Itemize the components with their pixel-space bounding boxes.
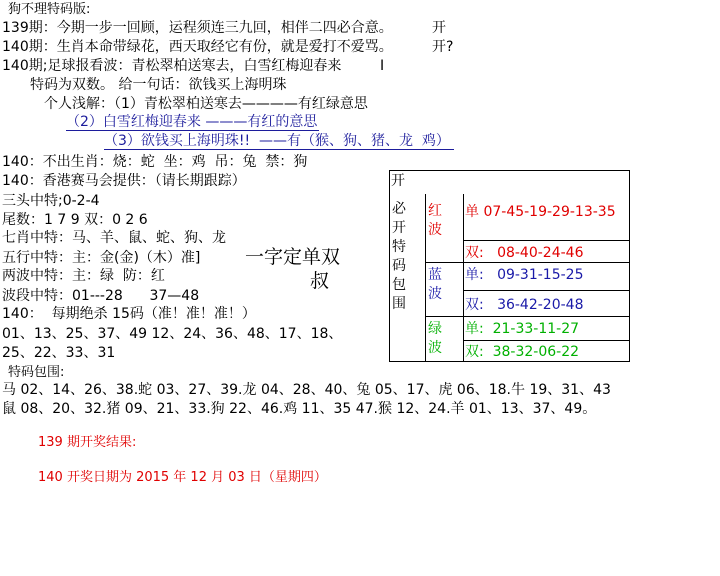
line-zodiac-1: 马 02、14、26、38.蛇 03、27、39.龙 04、28、40、兔 05、17、虎 06、18.牛 19、31、43	[2, 382, 611, 398]
line-weishu: 尾数：1 7 9 双：0 2 6	[2, 212, 148, 228]
line-tema-baowei: 特码包围:	[8, 365, 65, 380]
stamp-line-1: 一字定单双	[245, 246, 341, 268]
green-shuang-numbers: 双: 38-32-06-22	[465, 344, 580, 360]
line-140-football: 140期;足球报看波：青松翠柏送寒去，白雪红梅迎春来	[2, 58, 342, 74]
line-140-shengxiao: 140期：生肖本命带绿花，西天取经它有份，就是爱打不爱骂。	[2, 39, 393, 55]
grid-left-border	[389, 170, 390, 362]
label-char: 绿	[428, 321, 442, 337]
line-juesha: 140： 每期绝杀 15码（准！准！准！）	[2, 306, 256, 322]
blue-shuang-numbers: 双: 36-42-20-48	[465, 297, 584, 313]
line-personal-1: 个人浅解：（1）青松翠柏送寒去————有红绿意思	[44, 96, 368, 112]
label-char: 波	[428, 340, 442, 356]
green-dan-numbers: 单: 21-33-11-27	[465, 321, 580, 337]
red-wave-label	[427, 202, 443, 240]
label-char: 波	[428, 286, 442, 302]
stamp-line-2: 叔	[310, 270, 330, 292]
line-wuxing: 五行中特：主：金(金)（木）准]	[2, 250, 201, 266]
tema-grid	[389, 170, 630, 362]
red-shuang-numbers: 双: 08-40-24-46	[465, 245, 584, 261]
grid-blue-mid	[463, 290, 630, 291]
line-buchu-shengxiao: 140：不出生肖：烧：蛇 坐：鸡 吊：兔 禁：狗	[2, 154, 308, 170]
line-personal-2: （2）白雪红梅迎春来 ———有红的意思	[66, 114, 318, 130]
grid-red-mid	[463, 240, 630, 241]
line-personal-3: （3）欲钱买上海明珠!! ——有（猴、狗、猪、龙 鸡）	[104, 133, 454, 150]
line-139-open: 开	[432, 20, 446, 36]
date-140: 140 开奖日期为 2015 年 12 月 03 日（星期四）	[38, 470, 327, 485]
side-char: 开	[392, 220, 406, 236]
blue-wave-label	[427, 266, 443, 304]
grid-green-mid	[463, 340, 630, 341]
green-wave-label	[427, 320, 443, 358]
grid-red-bottom	[425, 262, 630, 263]
label-char: 红	[428, 203, 442, 219]
grid-kai: 开	[391, 173, 405, 189]
line-qixiao: 七肖中特：马、羊、鼠、蛇、狗、龙	[2, 230, 226, 246]
side-char: 码	[392, 258, 406, 274]
label-char: 波	[428, 222, 442, 238]
page-title: 狗不理特码版:	[8, 2, 91, 17]
line-numbers-1: 01、13、25、37、49 12、24、36、48、17、18、	[2, 326, 343, 342]
line-liangbo: 两波中特：主：绿 防：红	[2, 268, 165, 284]
grid-side-label	[391, 200, 407, 314]
red-dan-numbers: 单 07-45-19-29-13-35	[465, 204, 616, 220]
side-char: 必	[392, 201, 406, 217]
line-santou: 三头中特;0-2-4	[2, 193, 100, 209]
label-char: 蓝	[428, 267, 442, 283]
grid-top-border	[389, 170, 630, 171]
side-char: 特	[392, 239, 406, 255]
line-139: 139期：今期一步一回顾，运程须连三九回，相伴二四必合意。	[2, 20, 393, 36]
grid-right-border	[629, 170, 630, 362]
line-140-football-tail: I	[380, 58, 385, 74]
grid-divider-2	[463, 194, 464, 362]
grid-bottom-border	[389, 361, 630, 362]
result-139: 139 期开奖结果:	[38, 435, 137, 450]
line-zodiac-2: 鼠 08、20、32.猪 09、21、33.狗 22、46.鸡 11、35 47.猴 12、24.羊 01、13、37、49。	[2, 401, 597, 417]
line-140-open: 开?	[432, 39, 454, 55]
side-char: 围	[392, 296, 406, 312]
line-hk-jockey: 140：香港赛马会提供：（请长期跟踪）	[2, 173, 246, 189]
side-char: 包	[392, 277, 406, 293]
grid-blue-bottom	[425, 316, 630, 317]
blue-dan-numbers: 单: 09-31-15-25	[465, 267, 584, 283]
line-boduan: 波段中特：01---28 37—48	[2, 288, 200, 304]
line-numbers-2: 25、22、33、31	[2, 345, 116, 361]
line-tema-shuangshu: 特码为双数。 给一句话：欲钱买上海明珠	[30, 77, 287, 93]
grid-divider-1	[425, 194, 426, 362]
